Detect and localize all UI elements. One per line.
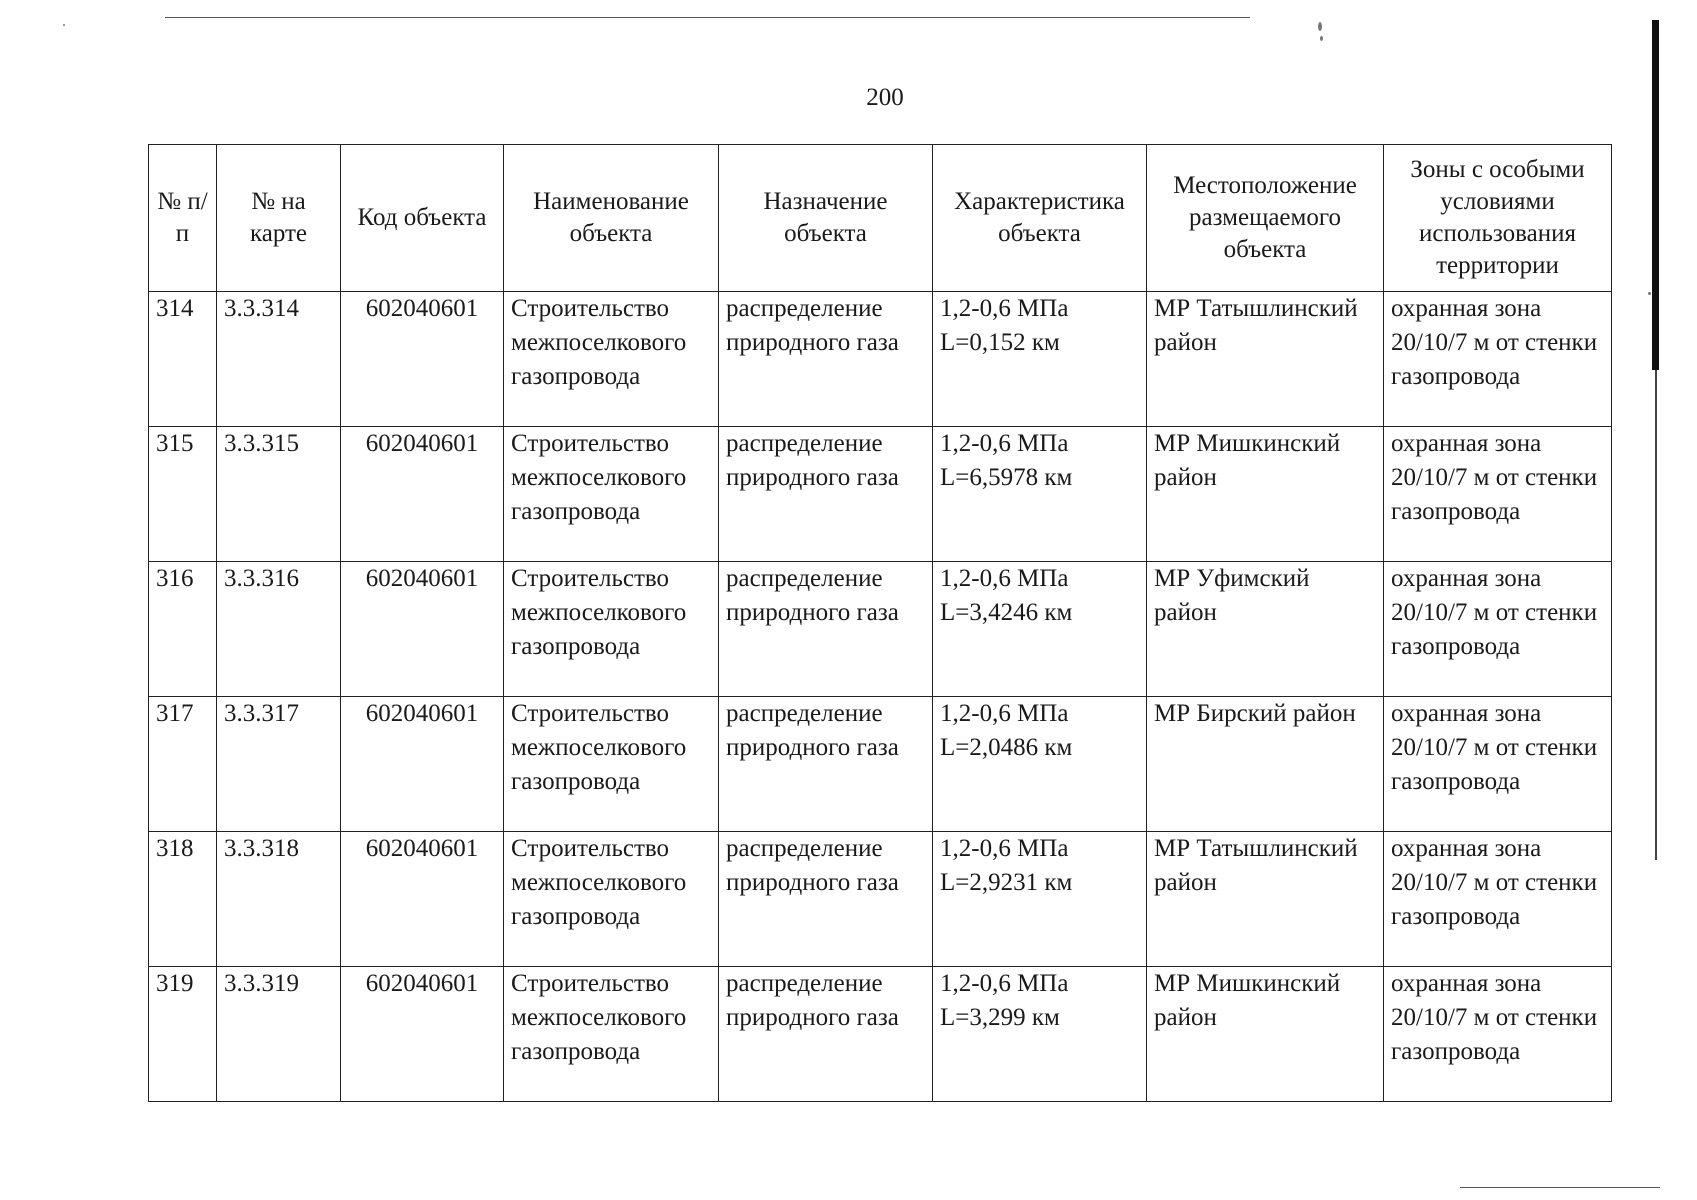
cell-purpose: распределение природного газа (719, 967, 933, 1102)
cell-zones: охранная зона 20/10/7 м от стенки газопровода (1384, 562, 1612, 697)
header-code: Код объекта (341, 145, 504, 292)
cell-zones: охранная зона 20/10/7 м от стенки газопровода (1384, 697, 1612, 832)
right-scan-bar (1652, 20, 1659, 370)
cell-zones: охранная зона 20/10/7 м от стенки газопровода (1384, 967, 1612, 1102)
cell-num: 316 (149, 562, 217, 697)
cell-code: 602040601 (341, 292, 504, 427)
header-zones: Зоны с особыми условиями использования территории (1384, 145, 1612, 292)
cell-purpose: распределение природного газа (719, 427, 933, 562)
cell-map: 3.3.317 (217, 697, 341, 832)
cell-name: Строительство межпоселкового газопровода (504, 292, 719, 427)
cell-zones: охранная зона 20/10/7 м от стенки газопровода (1384, 832, 1612, 967)
header-name: Наименование объекта (504, 145, 719, 292)
table-row (149, 427, 1612, 562)
cell-purpose: распределение природного газа (719, 832, 933, 967)
cell-num: 317 (149, 697, 217, 832)
right-scan-line (1655, 370, 1657, 860)
cell-num: 315 (149, 427, 217, 562)
cell-name: Строительство межпоселкового газопровода (504, 427, 719, 562)
cell-map: 3.3.319 (217, 967, 341, 1102)
cell-code: 602040601 (341, 562, 504, 697)
header-location: Местоположение размещаемого объекта (1147, 145, 1384, 292)
cell-map: 3.3.318 (217, 832, 341, 967)
bottom-scan-rule (1460, 1187, 1660, 1188)
table-row (149, 697, 1612, 832)
table-row (149, 562, 1612, 697)
header-num: № п/п (149, 145, 217, 292)
table-row (149, 292, 1612, 427)
cell-characteristic: 1,2-0,6 МПа L=2,0486 км (933, 697, 1147, 832)
cell-name: Строительство межпоселкового газопровода (504, 697, 719, 832)
cell-num: 314 (149, 292, 217, 427)
objects-table (148, 144, 1612, 1102)
cell-location: МР Мишкинский район (1147, 427, 1384, 562)
cell-map: 3.3.315 (217, 427, 341, 562)
cell-location: МР Мишкинский район (1147, 967, 1384, 1102)
cell-characteristic: 1,2-0,6 МПа L=3,4246 км (933, 562, 1147, 697)
cell-characteristic: 1,2-0,6 МПа L=0,152 км (933, 292, 1147, 427)
cell-map: 3.3.316 (217, 562, 341, 697)
table-row (149, 832, 1612, 967)
cell-purpose: распределение природного газа (719, 697, 933, 832)
cell-characteristic: 1,2-0,6 МПа L=3,299 км (933, 967, 1147, 1102)
cell-code: 602040601 (341, 427, 504, 562)
table-row (149, 967, 1612, 1102)
header-characteristic: Характеристика объекта (933, 145, 1147, 292)
cell-location: МР Татышлинский район (1147, 292, 1384, 427)
cell-num: 319 (149, 967, 217, 1102)
cell-zones: охранная зона 20/10/7 м от стенки газопровода (1384, 292, 1612, 427)
table-header-row (149, 145, 1612, 292)
cell-purpose: распределение природного газа (719, 562, 933, 697)
cell-characteristic: 1,2-0,6 МПа L=6,5978 км (933, 427, 1147, 562)
header-map: № на карте (217, 145, 341, 292)
cell-code: 602040601 (341, 697, 504, 832)
scan-speck (1320, 36, 1323, 41)
scan-speck (1318, 22, 1322, 31)
cell-location: МР Бирский район (1147, 697, 1384, 832)
top-scan-rule (165, 17, 1250, 18)
header-purpose: Назначение объекта (719, 145, 933, 292)
cell-characteristic: 1,2-0,6 МПа L=2,9231 км (933, 832, 1147, 967)
cell-code: 602040601 (341, 832, 504, 967)
cell-code: 602040601 (341, 967, 504, 1102)
cell-name: Строительство межпоселкового газопровода (504, 562, 719, 697)
cell-map: 3.3.314 (217, 292, 341, 427)
cell-name: Строительство межпоселкового газопровода (504, 967, 719, 1102)
page-number: 200 (866, 84, 904, 111)
scan-speck (63, 24, 65, 26)
cell-num: 318 (149, 832, 217, 967)
cell-purpose: распределение природного газа (719, 292, 933, 427)
cell-location: МР Уфимский район (1147, 562, 1384, 697)
cell-name: Строительство межпоселкового газопровода (504, 832, 719, 967)
cell-zones: охранная зона 20/10/7 м от стенки газопровода (1384, 427, 1612, 562)
scan-speck (1648, 292, 1651, 295)
cell-location: МР Татышлинский район (1147, 832, 1384, 967)
